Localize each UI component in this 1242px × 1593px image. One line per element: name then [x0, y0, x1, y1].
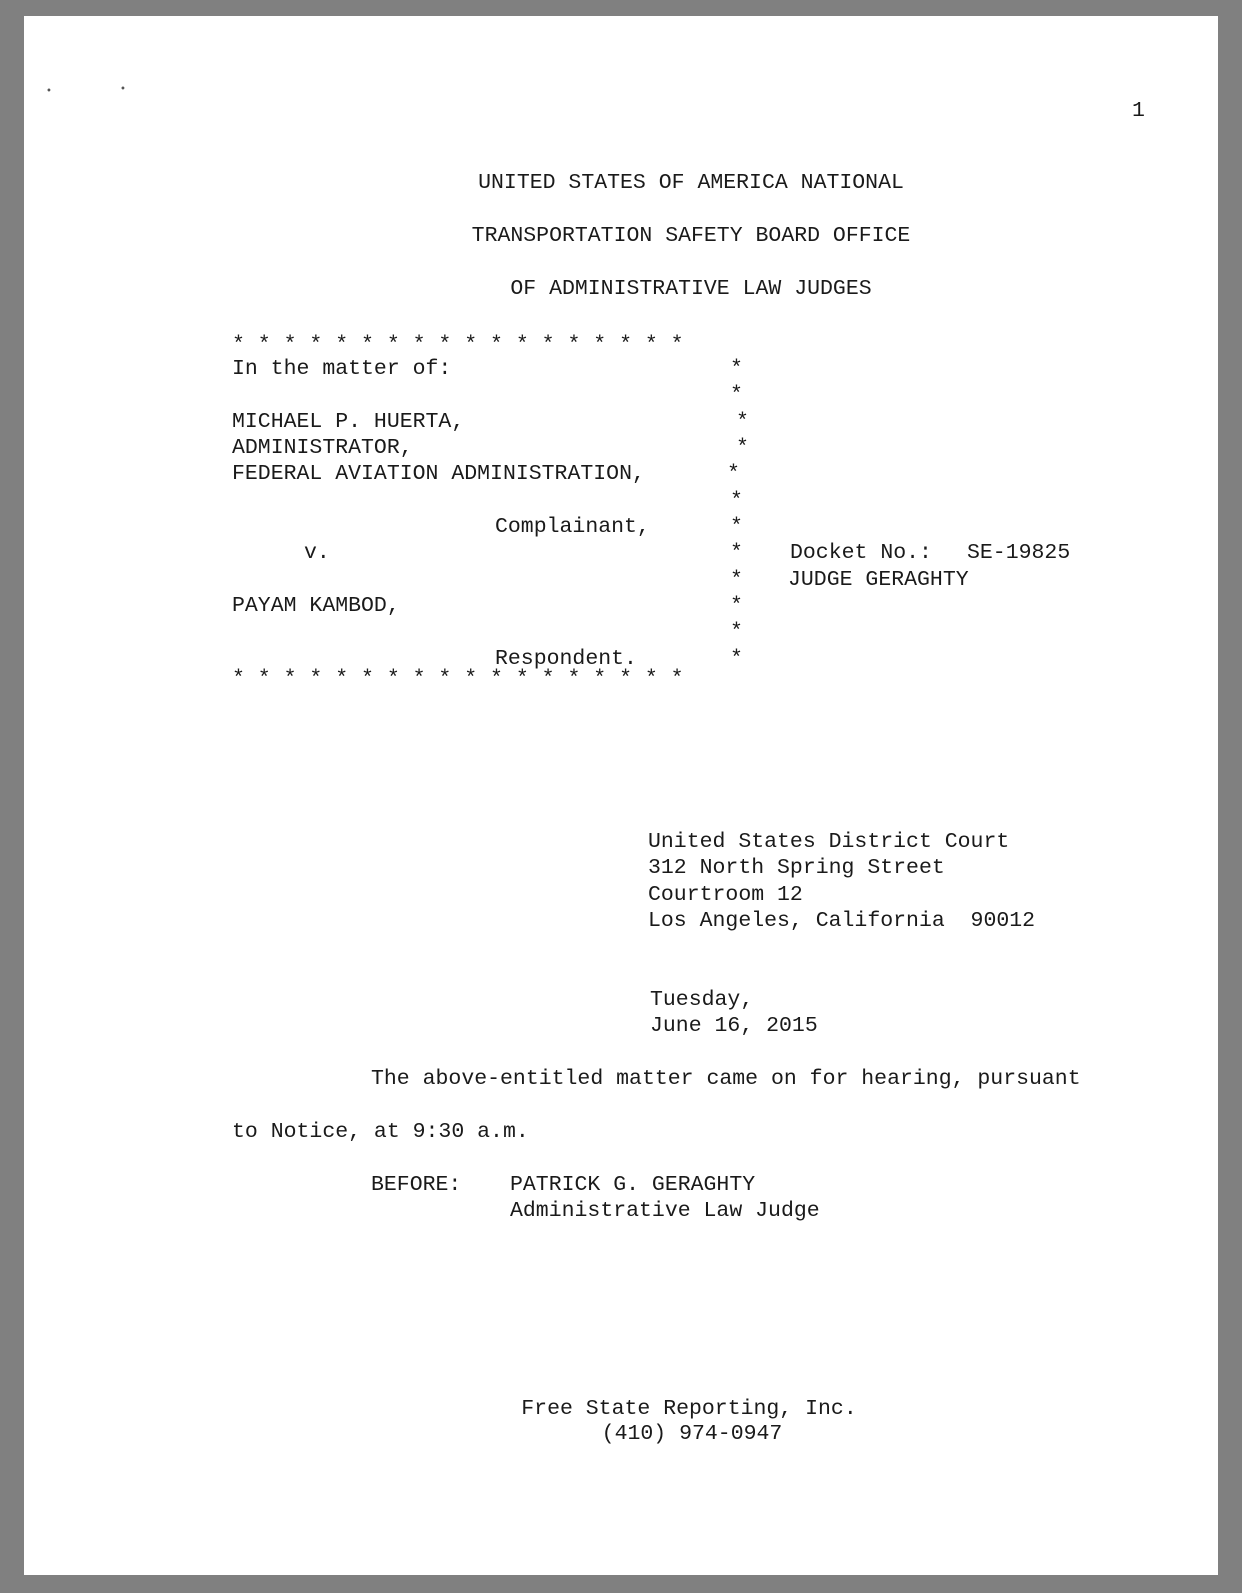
caption-star: *	[730, 489, 743, 513]
scan-speck: •	[46, 86, 52, 97]
hearing-date: June 16, 2015	[650, 1014, 818, 1038]
caption-star-row-bottom: * * * * * * * * * * * * * * * * * *	[232, 667, 684, 691]
caption-star: *	[730, 647, 743, 671]
caption-star: *	[730, 515, 743, 539]
caption-star: *	[730, 620, 743, 644]
judge-name: JUDGE GERAGHTY	[788, 568, 969, 592]
hearing-day: Tuesday,	[650, 988, 754, 1012]
judge-title: Administrative Law Judge	[510, 1199, 820, 1223]
respondent-label: Respondent.	[495, 647, 637, 671]
complainant-agency: FEDERAL AVIATION ADMINISTRATION,	[232, 462, 645, 486]
complainant-name: MICHAEL P. HUERTA,	[232, 410, 465, 434]
caption-star: *	[730, 568, 743, 592]
location-line-3: Courtroom 12	[648, 883, 803, 907]
caption-star: *	[730, 541, 743, 565]
docket-label: Docket No.:	[790, 541, 932, 565]
versus-label: v.	[304, 541, 330, 565]
judge-full-name: PATRICK G. GERAGHTY	[510, 1173, 756, 1197]
header-line-1: UNITED STATES OF AMERICA NATIONAL	[478, 171, 904, 195]
body-line-1: The above-entitled matter came on for hearing, pursuant	[371, 1067, 1081, 1091]
reporting-company: Free State Reporting, Inc.	[521, 1397, 857, 1421]
caption-star: *	[730, 594, 743, 618]
respondent-name: PAYAM KAMBOD,	[232, 594, 400, 618]
caption-star-row-top: * * * * * * * * * * * * * * * * * *	[232, 333, 684, 357]
page-number: 1	[1132, 99, 1145, 123]
reporting-phone: (410) 974-0947	[601, 1422, 783, 1446]
body-line-2: to Notice, at 9:30 a.m.	[232, 1120, 529, 1144]
location-line-1: United States District Court	[648, 830, 1010, 854]
before-label: BEFORE:	[371, 1173, 462, 1197]
caption-star: *	[730, 357, 743, 381]
caption-star: *	[727, 462, 740, 486]
scan-speck: •	[120, 84, 126, 95]
complainant-title: ADMINISTRATOR,	[232, 436, 413, 460]
location-line-4: Los Angeles, California 90012	[648, 909, 1036, 933]
caption-star: *	[736, 410, 749, 434]
header-line-3: OF ADMINISTRATIVE LAW JUDGES	[510, 277, 872, 301]
caption-star: *	[730, 383, 743, 407]
transcript-page	[24, 16, 1218, 1575]
location-line-2: 312 North Spring Street	[648, 856, 945, 880]
complainant-label: Complainant,	[495, 515, 650, 539]
docket-number: SE-19825	[967, 541, 1071, 565]
header-line-2: TRANSPORTATION SAFETY BOARD OFFICE	[471, 224, 911, 248]
caption-star: *	[736, 436, 749, 460]
in-the-matter-label: In the matter of:	[232, 357, 452, 381]
